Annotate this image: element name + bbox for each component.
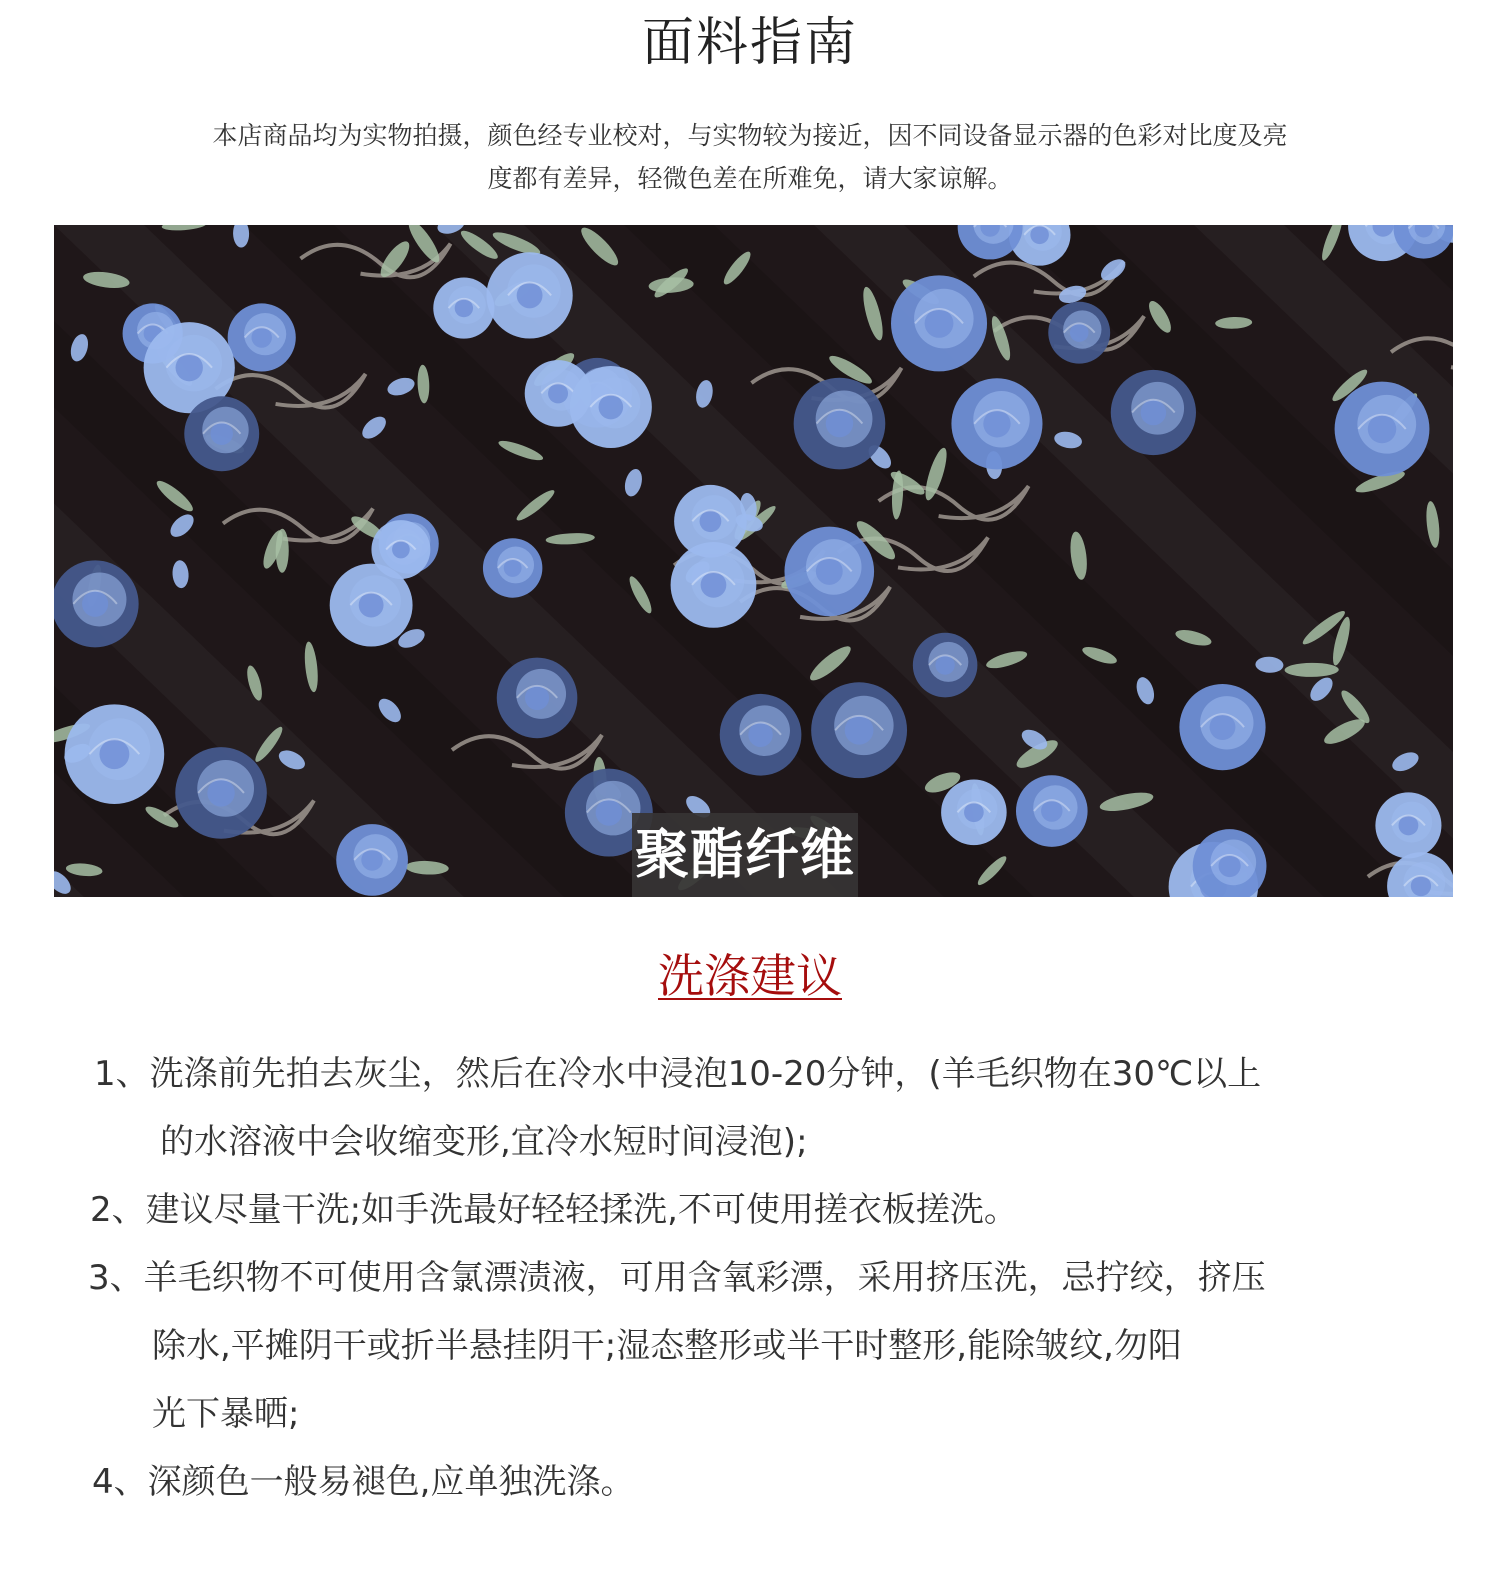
rose-motif [486,252,572,338]
intro-line-2: 度都有差异，轻微色差在所难免，请大家谅解。 [487,164,1013,193]
rose-center [845,716,874,745]
advice-item-2 [0,1176,1500,1244]
rose-motif [1016,775,1088,847]
rose-center [748,723,772,747]
fabric-photo [54,225,1453,897]
advice-item-4-line-1: 4、深颜色一般易褪色,应单独洗涤。 [92,1462,635,1502]
advice-item-1-line-1: 1、洗涤前先拍去灰尘，然后在冷水中浸泡10-20分钟，(羊毛织物在30℃以上 [94,1054,1262,1094]
rose-center [816,558,843,585]
intro-line-1: 本店商品均为实物拍摄，颜色经专业校对，与实物较为接近，因不同设备显示器的色彩对比度及亮 [212,121,1288,150]
rose-center [176,354,203,381]
rose-motif [951,378,1042,469]
rose-motif [433,277,494,338]
rose-motif [497,658,578,739]
advice-item-4 [0,1448,1500,1516]
rose-motif [228,303,296,371]
rose-center [935,655,954,674]
rose-center [700,510,722,532]
rose-center [455,299,473,317]
advice-item-3-line-2: 除水,平摊阴干或折半悬挂阴干;湿态整形或半干时整形,能除皱纹,勿阳 [152,1326,1182,1366]
fabric-pattern [54,225,1453,897]
washing-advice-heading: 洗涤建议 [658,949,842,1003]
rose-motif [336,824,408,896]
rose-center [207,779,234,806]
rose-center [1219,855,1241,877]
rose-center [1368,415,1396,443]
rose-center [1141,400,1167,426]
rose-center [210,423,232,445]
rose-motif [1335,382,1430,477]
rose-motif [891,275,987,371]
rose-motif [784,527,874,617]
rose-center [596,799,622,825]
rose-center [517,282,543,308]
advice-item-2-line-1: 2、建议尽量干洗;如手洗最好轻轻揉洗,不可使用搓衣板搓洗。 [90,1190,1018,1230]
rose-motif [1048,302,1110,364]
advice-item-3-line-1: 3、羊毛织物不可使用含氯漂渍液，可用含氧彩漂，采用挤压洗，忌拧绞，挤压 [88,1258,1266,1298]
rose-center [1070,323,1089,342]
rose-motif [1375,792,1441,858]
rose-motif [794,378,886,470]
washing-advice-title [0,944,1500,1008]
rose-motif [570,366,652,448]
rose-center [525,686,549,710]
washing-advice-list [0,1040,1500,1516]
rose-center [964,802,984,822]
rose-motif [54,560,139,647]
rose-center [548,383,568,403]
rose-center [1041,800,1062,821]
rose-motif [483,538,542,597]
advice-item-3 [0,1244,1500,1448]
rose-motif [1111,370,1196,455]
rose-motif [941,780,1007,846]
rose-center [599,395,624,420]
rose-motif [175,747,267,839]
fabric-material-label: 聚酯纤维 [632,813,858,897]
rose-motif [184,396,259,471]
advice-item-1-line-2: 的水溶液中会收缩变形,宜冷水短时间浸泡); [160,1122,808,1162]
rose-center [359,593,384,618]
intro-text [120,114,1380,200]
rose-center [99,739,129,769]
rose-center [1210,714,1236,740]
rose-motif [1179,684,1265,770]
advice-item-3-line-3: 光下暴晒; [152,1394,300,1434]
rose-center [701,572,727,598]
rose-motif [720,694,802,776]
rose-center [82,591,108,617]
rose-center [1030,226,1049,245]
page-title: 面料指南 [641,13,858,73]
rose-center [983,410,1010,437]
rose-motif [65,704,165,804]
rose-center [826,410,853,437]
rose-center [1399,815,1419,835]
rose-center [361,849,383,871]
rose-motif [913,633,978,698]
rose-motif [371,520,430,579]
advice-item-1 [0,1040,1500,1176]
rose-motif [811,682,907,778]
rose-center [251,327,271,347]
rose-center [925,309,954,338]
rose-motif [671,542,757,628]
rose-center [1411,876,1431,896]
